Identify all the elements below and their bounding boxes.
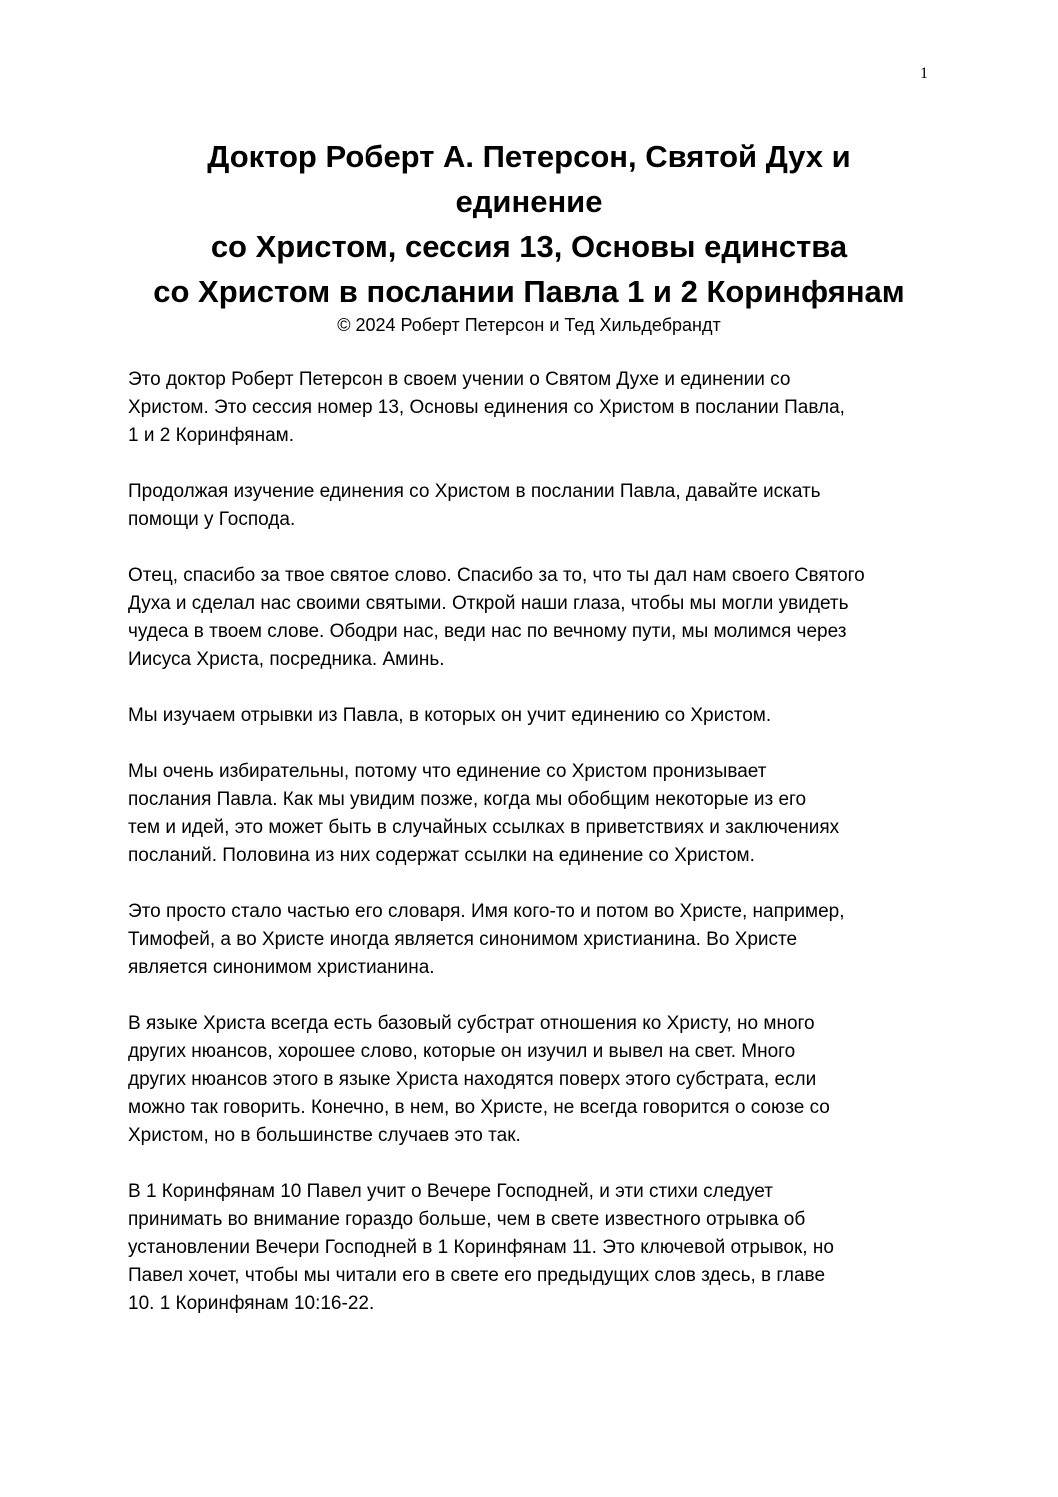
text-line: чудеса в твоем слове. Ободри нас, веди нас по вечному пути, мы молимся через [128, 621, 847, 642]
paragraph [128, 702, 934, 730]
paragraph [128, 478, 934, 534]
paragraph [128, 1010, 934, 1150]
text-line: установлении Вечери Господней в 1 Коринфянам 11. Это ключевой отрывок, но [128, 1237, 834, 1258]
copyright-line: © 2024 Роберт Петерсон и Тед Хильдебрандт [337, 315, 721, 335]
text-line: Продолжая изучение единения со Христом в послании Павла, давайте искать [128, 481, 821, 502]
text-line: 10. 1 Коринфянам 10:16-22. [128, 1293, 375, 1314]
text-line: 1 и 2 Коринфянам. [128, 425, 294, 446]
text-line: Мы изучаем отрывки из Павла, в которых он учит единению со Христом. [128, 705, 772, 726]
text-line: помощи у Господа. [128, 509, 296, 530]
text-line: Это доктор Роберт Петерсон в своем учении о Святом Духе и единении со [128, 369, 791, 390]
title-line: со Христом в послании Павла 1 и 2 Коринфянам [153, 274, 905, 309]
text-line: Мы очень избирательны, потому что единение со Христом пронизывает [128, 761, 767, 782]
body-text [128, 366, 934, 1346]
title-line: единение [455, 184, 603, 219]
page-number: 1 [920, 65, 928, 82]
text-line: посланий. Половина из них содержат ссылки на единение со Христом. [128, 845, 755, 866]
paragraph [128, 366, 934, 450]
paragraph [128, 898, 934, 982]
text-line: принимать во внимание гораздо больше, чем в свете известного отрывка об [128, 1209, 806, 1230]
text-line: Павел хочет, чтобы мы читали его в свете его предыдущих слов здесь, в главе [128, 1265, 826, 1286]
text-line: Тимофей, а во Христе иногда является синонимом христианина. Во Христе [128, 929, 798, 950]
text-line: послания Павла. Как мы увидим позже, когда мы обобщим некоторые из его [128, 789, 807, 810]
paragraph [128, 1178, 934, 1318]
text-line: В языке Христа всегда есть базовый субстрат отношения ко Христу, но много [128, 1013, 815, 1034]
title-line: со Христом, сессия 13, Основы единства [210, 229, 848, 264]
text-line: В 1 Коринфянам 10 Павел учит о Вечере Господней, и эти стихи следует [128, 1181, 773, 1202]
paragraph [128, 562, 934, 674]
text-line: других нюансов, хорошее слово, которые он изучил и вывел на свет. Много [128, 1041, 796, 1062]
text-line: Отец, спасибо за твое святое слово. Спасибо за то, что ты дал нам своего Святого [128, 565, 865, 586]
text-line: Духа и сделал нас своими святыми. Открой наши глаза, чтобы мы могли увидеть [128, 593, 849, 614]
text-line: других нюансов этого в языке Христа находятся поверх этого субстрата, если [128, 1069, 817, 1090]
text-line: является синонимом христианина. [128, 957, 435, 978]
text-line: Иисуса Христа, посредника. Аминь. [128, 649, 445, 670]
title-line: Доктор Роберт А. Петерсон, Святой Дух и [207, 139, 851, 174]
document-title [100, 134, 958, 314]
text-line: тем и идей, это может быть в случайных ссылках в приветствиях и заключениях [128, 817, 840, 838]
paragraph [128, 758, 934, 870]
text-line: Это просто стало частью его словаря. Имя кого-то и потом во Христе, например, [128, 901, 845, 922]
text-line: можно так говорить. Конечно, в нем, во Христе, не всегда говорится о союзе со [128, 1097, 830, 1118]
text-line: Христом, но в большинстве случаев это так. [128, 1125, 521, 1146]
text-line: Христом. Это сессия номер 13, Основы единения со Христом в послании Павла, [128, 397, 845, 418]
